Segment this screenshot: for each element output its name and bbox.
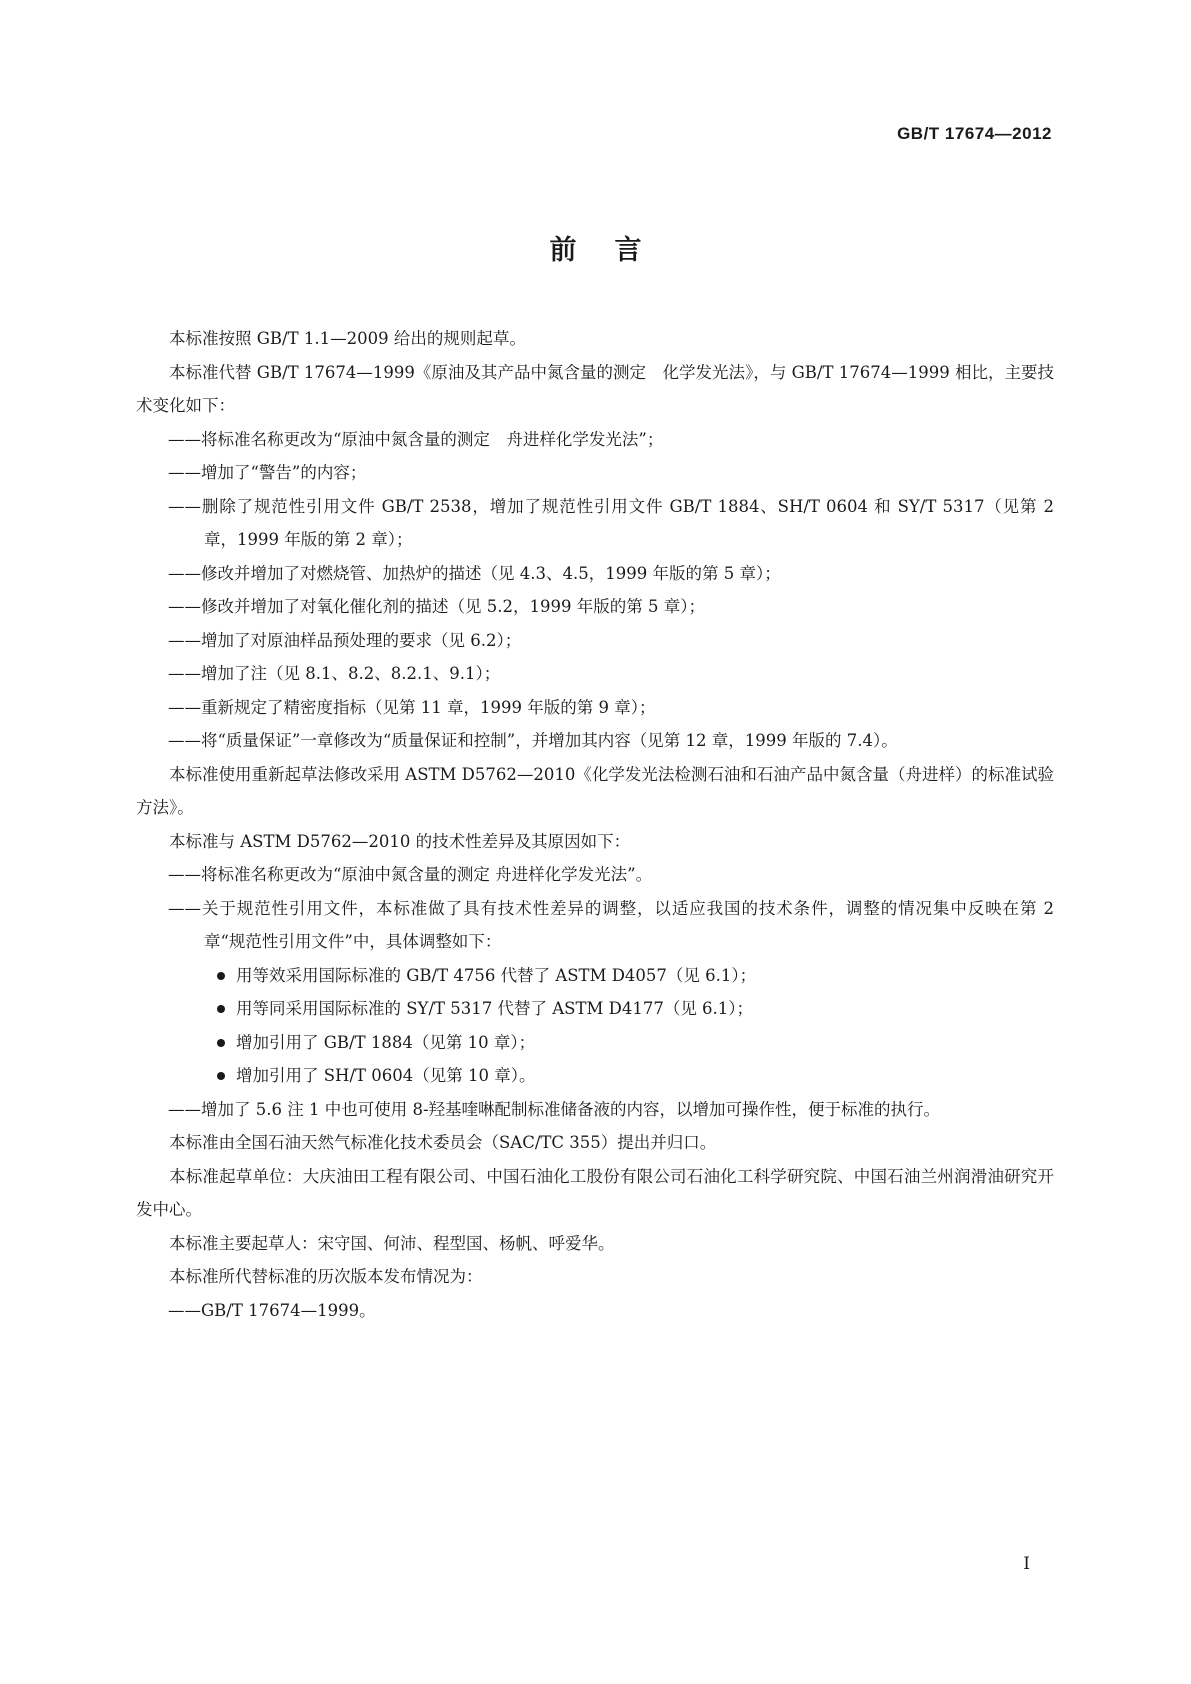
change-item: ——修改并增加了对燃烧管、加热炉的描述（见 4.3、4.5，1999 年版的第 5 章）； xyxy=(168,563,781,583)
difference-item: ——将标准名称更改为“原油中氮含量的测定 舟进样化学发光法”。 xyxy=(168,865,653,884)
bullet-text: 用等效采用国际标准的 GB/T 4756 代替了 ASTM D4057（见 6.1）； xyxy=(236,965,757,985)
paragraph: 本标准主要起草人：宋守国、何沛、程型国、杨帆、呼爱华。 xyxy=(169,1233,615,1253)
change-item: ——重新规定了精密度指标（见第 11 章，1999 年版的第 9 章）； xyxy=(168,697,656,717)
bullet-item xyxy=(136,959,1054,993)
standard-number: GB/T 17674—2012 xyxy=(897,124,1052,143)
paragraph: 本标准由全国石油天然气标准化技术委员会（SAC/TC 355）提出并归口。 xyxy=(169,1133,717,1152)
change-item: ——将“质量保证”一章修改为“质量保证和控制”，并增加其内容（见第 12 章，1999 年版的 7.4）。 xyxy=(168,731,898,750)
change-item: ——增加了“警告”的内容； xyxy=(168,463,367,482)
change-item: ——删除了规范性引用文件 GB/T 2538，增加了规范性引用文件 GB/T 1884、SH/T 0604 和 SY/T 5317（见第 2 章，1999 年版的第 2 章）； xyxy=(168,496,1054,549)
difference-item: ——增加了 5.6 注 1 中也可使用 8-羟基喹啉配制标准储备液的内容，以增加可操作性，便于标准的执行。 xyxy=(168,1099,941,1119)
bullet-text: 增加引用了 GB/T 1884（见第 10 章）； xyxy=(236,1032,536,1052)
paragraph: 本标准使用重新起草法修改采用 ASTM D5762—2010《化学发光法检测石油和石油产品中氮含量（舟进样）的标准试验方法》。 xyxy=(136,764,1054,817)
edition-item: ——GB/T 17674—1999。 xyxy=(168,1300,376,1320)
change-item: ——增加了注（见 8.1、8.2、8.2.1、9.1）； xyxy=(168,664,501,683)
bullet-dot-icon xyxy=(217,972,225,980)
paragraph: 本标准所代替标准的历次版本发布情况为： xyxy=(169,1267,483,1286)
change-item: ——修改并增加了对氧化催化剂的描述（见 5.2，1999 年版的第 5 章）； xyxy=(168,597,705,616)
bullet-text: 增加引用了 SH/T 0604（见第 10 章）。 xyxy=(236,1066,536,1085)
bullet-item xyxy=(136,1059,1054,1093)
bullet-item xyxy=(136,1026,1054,1060)
bullet-dot-icon xyxy=(217,1072,225,1080)
bullet-item xyxy=(136,992,1054,1026)
page-title: 前言 xyxy=(549,235,680,266)
change-item: ——增加了对原油样品预处理的要求（见 6.2）； xyxy=(168,630,522,650)
page-number: I xyxy=(1023,1554,1030,1574)
change-item: ——将标准名称更改为“原油中氮含量的测定 舟进样化学发光法”； xyxy=(168,429,664,449)
difference-item: ——关于规范性引用文件，本标准做了具有技术性差异的调整，以适应我国的技术条件，调整的情况集中反映在第 2 章“规范性引用文件”中，具体调整如下： xyxy=(168,898,1054,951)
bullet-dot-icon xyxy=(217,1039,225,1047)
paragraph: 本标准按照 GB/T 1.1—2009 给出的规则起草。 xyxy=(169,329,526,348)
paragraph: 本标准代替 GB/T 17674—1999《原油及其产品中氮含量的测定 化学发光法》，与 GB/T 17674—1999 相比，主要技术变化如下： xyxy=(136,362,1054,415)
document-body xyxy=(136,322,1054,1327)
paragraph: 本标准起草单位：大庆油田工程有限公司、中国石油化工股份有限公司石油化工科学研究院、中国石油兰州润滑油研究开发中心。 xyxy=(136,1166,1054,1219)
bullet-dot-icon xyxy=(217,1005,225,1013)
paragraph: 本标准与 ASTM D5762—2010 的技术性差异及其原因如下： xyxy=(169,831,631,851)
bullet-text: 用等同采用国际标准的 SY/T 5317 代替了 ASTM D4177（见 6.1）； xyxy=(236,999,754,1018)
